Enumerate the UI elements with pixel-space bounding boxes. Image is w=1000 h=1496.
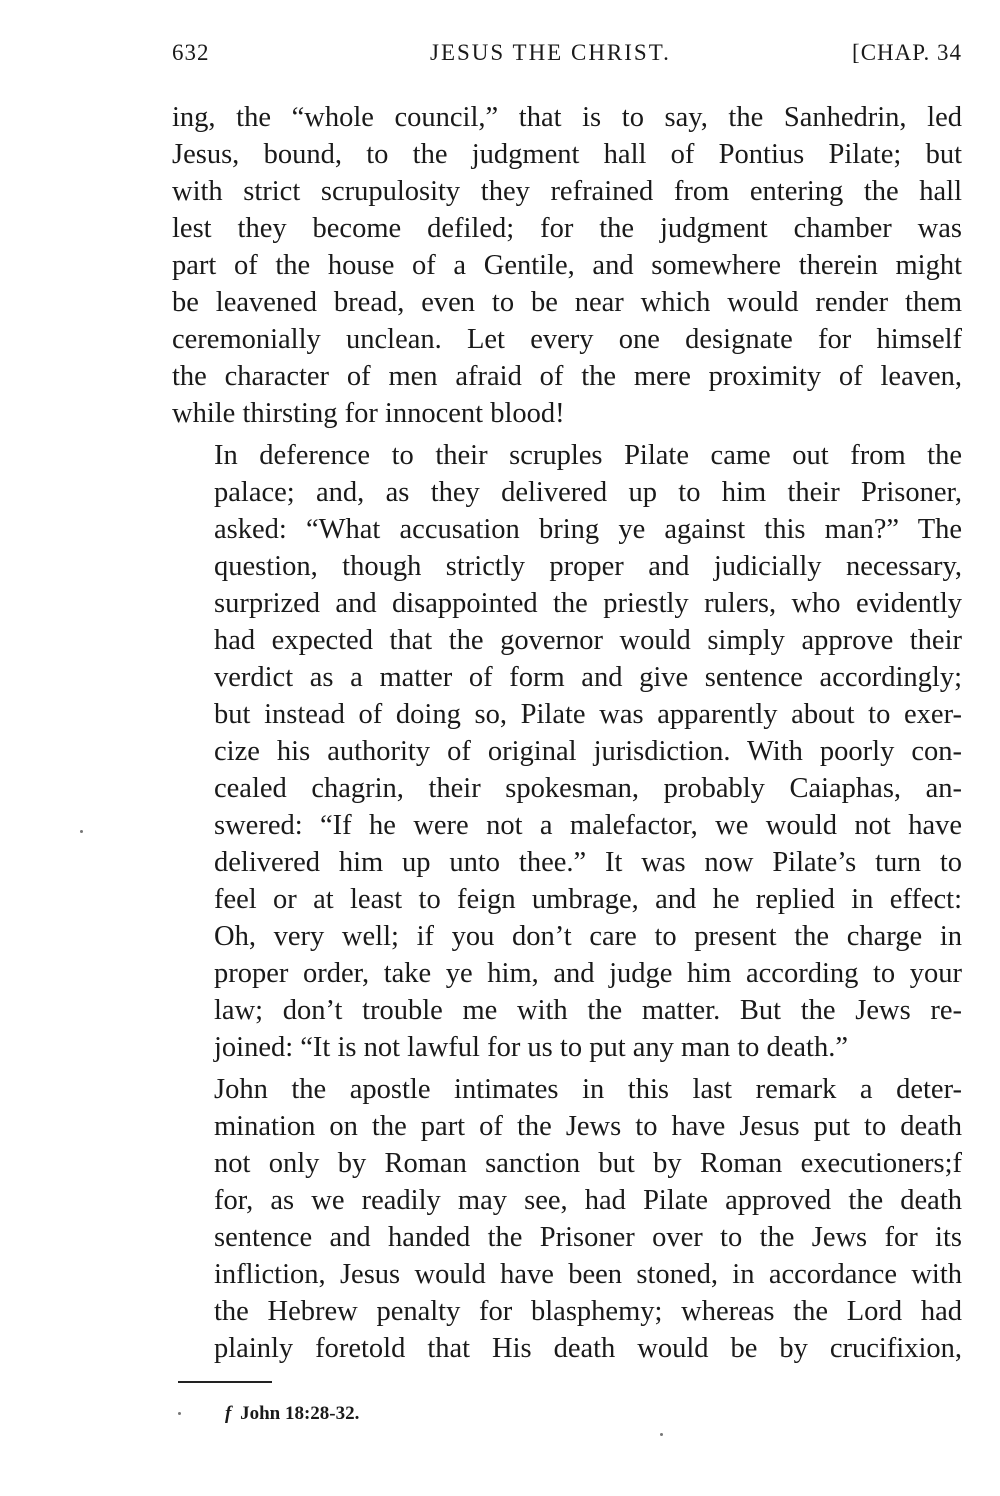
text-line: for, as we readily may see, had Pilate approved the death [214, 1185, 962, 1216]
running-title: JESUS THE CHRIST. [430, 40, 671, 65]
text-line: plainly foretold that His death would be by crucifixion, [214, 1333, 962, 1364]
text-line: question, though strictly proper and judicially necessary, [214, 551, 962, 582]
text-line: cize his authority of original jurisdiction. With poorly con- [214, 736, 962, 767]
text-line: proper order, take ye him, and judge him according to your [214, 958, 962, 989]
text-line: with strict scrupulosity they refrained from entering the hall [172, 176, 962, 207]
chapter-label: [CHAP. 34 [852, 40, 962, 65]
text-line: not only by Roman sanction but by Roman executioners;f [214, 1148, 962, 1179]
text-line: asked: “What accusation bring ye against this man?” The [214, 514, 962, 545]
text-line: Jesus, bound, to the judgment hall of Pontius Pilate; but [172, 139, 962, 170]
text-line: lest they become defiled; for the judgment chamber was [172, 213, 962, 244]
text-line: feel or at least to feign umbrage, and he replied in effect: [214, 884, 962, 915]
footnote [225, 1403, 359, 1425]
text-line: mination on the part of the Jews to have Jesus put to death [214, 1111, 962, 1142]
text-line: delivered him up unto thee.” It was now Pilate’s turn to [214, 847, 962, 878]
text-line: ceremonially unclean. Let every one designate for himself [172, 324, 962, 355]
text-line: In deference to their scruples Pilate came out from the [214, 440, 962, 471]
text-line: the character of men afraid of the mere proximity of leaven, [172, 361, 962, 392]
text-line: verdict as a matter of form and give sentence accordingly; [214, 662, 962, 693]
text-line: cealed chagrin, their spokesman, probably Caiaphas, an- [214, 773, 962, 804]
text-line: infliction, Jesus would have been stoned, in accordance with [214, 1259, 962, 1290]
text-line: but instead of doing so, Pilate was apparently about to exer- [214, 699, 962, 730]
page-number: 632 [172, 40, 210, 65]
paper-speck [660, 1433, 663, 1436]
text-line: swered: “If he were not a malefactor, we would not have [214, 810, 962, 841]
footnote-divider [178, 1381, 272, 1383]
running-header [172, 40, 962, 76]
text-line: Oh, very well; if you don’t care to present the charge in [214, 921, 962, 952]
text-line: John the apostle intimates in this last remark a deter- [214, 1074, 962, 1105]
body-text [172, 99, 962, 1367]
text-line: the Hebrew penalty for blasphemy; whereas the Lord had [214, 1296, 962, 1327]
paper-speck [80, 830, 83, 833]
paper-speck [178, 1412, 181, 1415]
text-line: had expected that the governor would simply approve their [214, 625, 962, 656]
paragraph-3 [172, 1071, 962, 1367]
footnote-text: John 18:28-32. [240, 1403, 360, 1424]
paragraph-2 [172, 437, 962, 1066]
text-line: palace; and, as they delivered up to him their Prisoner, [214, 477, 962, 508]
text-line: part of the house of a Gentile, and somewhere therein might [172, 250, 962, 281]
text-line: while thirsting for innocent blood! [172, 398, 565, 429]
text-line: joined: “It is not lawful for us to put any man to death.” [214, 1032, 848, 1063]
text-line: sentence and handed the Prisoner over to the Jews for its [214, 1222, 962, 1253]
paragraph-1 [172, 99, 962, 432]
text-line: law; don’t trouble me with the matter. But the Jews re- [214, 995, 962, 1026]
footnote-mark: f [225, 1403, 232, 1424]
text-line: surprized and disappointed the priestly rulers, who evidently [214, 588, 962, 619]
text-line: ing, the “whole council,” that is to say, the Sanhedrin, led [172, 102, 962, 133]
text-line: be leavened bread, even to be near which would render them [172, 287, 962, 318]
